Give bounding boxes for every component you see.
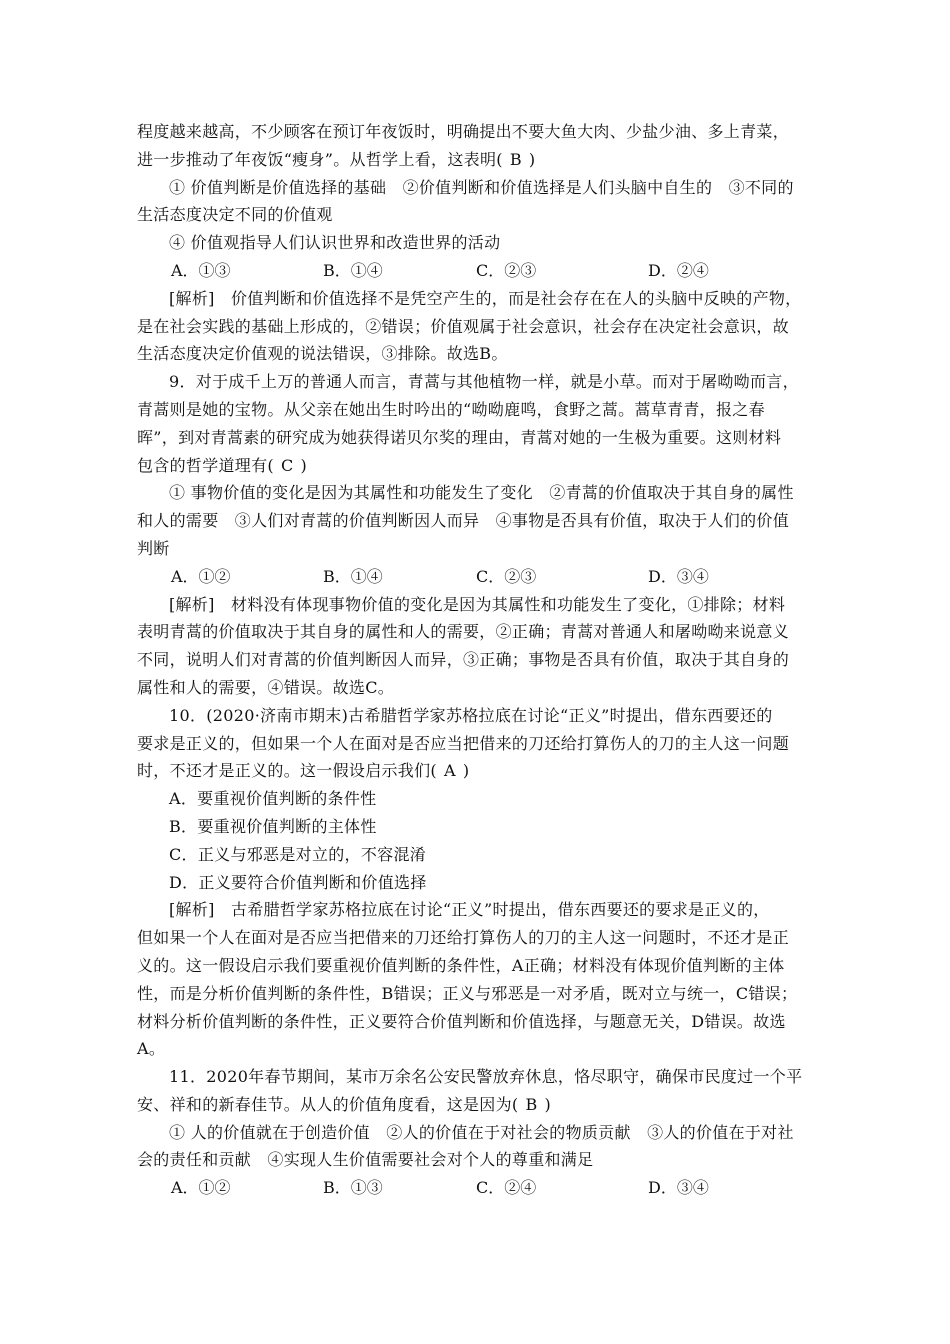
choice-d: D．正义要符合价值判断和价值选择: [169, 872, 427, 892]
statement-line: ④ 价值观指导人们认识世界和改造世界的活动: [169, 233, 501, 253]
analysis-line: [解析] 价值判断和价值选择不是凭空产生的，而是社会存在在人的头脑中反映的产物，: [169, 288, 802, 308]
option-d: D．③④: [648, 1178, 709, 1198]
question-11: [137, 1063, 823, 1202]
option-c: C．②③: [476, 566, 537, 586]
question-10: [137, 702, 823, 1063]
choice-a: A．要重视价值判断的条件性: [169, 789, 377, 809]
answer-options: [137, 563, 823, 591]
option-a: A．①②: [171, 1178, 231, 1198]
analysis-line: 材料分析价值判断的条件性，正义要符合价值判断和价值选择，与题意无关，D错误。故选: [137, 1011, 786, 1031]
answer-options: [137, 1174, 823, 1202]
statement-line: 生活态度决定不同的价值观: [137, 205, 333, 225]
analysis-line: 不同，说明人们对青蒿的价值判断因人而异，③正确；事物是否具有价值，取决于其自身的: [137, 650, 790, 670]
question-9: [137, 368, 823, 702]
analysis-line: 是在社会实践的基础上形成的，②错误；价值观属于社会意识，社会存在决定社会意识，故: [137, 316, 790, 336]
option-b: B．①③: [323, 1178, 383, 1198]
question-stem-line: 11．2020年春节期间，某市万余名公安民警放弃休息，恪尽职守，确保市民度过一个平: [169, 1067, 803, 1087]
question-stem-line: 进一步推动了年夜饭“瘦身”。从哲学上看，这表明( B ): [137, 146, 823, 174]
question-stem-line: 程度越来越高，不少顾客在预订年夜饭时，明确提出不要大鱼大肉、少盐少油、多上青菜，: [137, 122, 790, 141]
question-stem-line: 晖”，到对青蒿素的研究成为她获得诺贝尔奖的理由，青蒿对她的一生极为重要。这则材料: [137, 427, 782, 447]
statement-line: ① 人的价值就在于创造价值 ②人的价值在于对社会的物质贡献 ③人的价值在于对社: [169, 1122, 794, 1142]
analysis-line: 性，而是分析价值判断的条件性，B错误；正义与邪恶是一对矛盾，既对立与统一，C错误；: [137, 983, 798, 1003]
statement-line: 判断: [137, 538, 170, 558]
analysis-line: 但如果一个人在面对是否应当把借来的刀还给打算伤人的刀的主人这一问题时，不还才是正: [137, 928, 790, 948]
option-d: D．②④: [648, 260, 709, 280]
answer-letter: B: [509, 149, 522, 169]
answer-letter: A: [443, 761, 456, 781]
question-stem-line: 10．(2020·济南市期末)古希腊哲学家苏格拉底在讨论“正义”时提出，借东西要还的: [169, 705, 773, 725]
choice-c: C．正义与邪恶是对立的，不容混淆: [169, 844, 427, 864]
analysis-line: 生活态度决定价值观的说法错误，③排除。故选B。: [137, 344, 508, 364]
question-stem-line: 包含的哲学道理有( C ): [137, 452, 823, 480]
analysis-line: 义的。这一假设启示我们要重视价值判断的条件性，A正确；材料没有体现价值判断的主体: [137, 955, 785, 975]
question-stem-line: 9．对于成千上万的普通人而言，青蒿与其他植物一样，就是小草。而对于屠呦呦而言，: [169, 372, 799, 392]
option-c: C．②③: [476, 260, 537, 280]
analysis-line: A。: [137, 1039, 166, 1059]
analysis-line: [解析] 古希腊哲学家苏格拉底在讨论“正义”时提出，借东西要还的要求是正义的，: [169, 900, 770, 920]
answer-letter: B: [525, 1094, 538, 1114]
choice-b: B．要重视价值判断的主体性: [169, 816, 377, 836]
question-stem-line: 时，不还才是正义的。这一假设启示我们( A ): [137, 757, 823, 785]
document-body: [137, 118, 823, 1202]
option-b: B．①④: [323, 566, 383, 586]
question-stem-line: 青蒿则是她的宝物。从父亲在她出生时吟出的“呦呦鹿鸣，食野之蒿。蒿草青青，报之春: [137, 399, 765, 419]
question-stem-line: 安、祥和的新春佳节。从人的价值角度看，这是因为( B ): [137, 1091, 823, 1119]
option-a: A．①②: [171, 566, 231, 586]
option-b: B．①④: [323, 260, 383, 280]
option-c: C．②④: [476, 1178, 537, 1198]
analysis-line: 属性和人的需要，④错误。故选C。: [137, 677, 395, 697]
option-a: A．①③: [171, 260, 231, 280]
analysis-line: 表明青蒿的价值取决于其自身的属性和人的需要，②正确；青蒿对普通人和屠呦呦来说意义: [137, 622, 790, 642]
statement-line: 和人的需要 ③人们对青蒿的价值判断因人而异 ④事物是否具有价值，取决于人们的价值: [137, 511, 790, 531]
statement-line: 会的责任和贡献 ④实现人生价值需要社会对个人的尊重和满足: [137, 1150, 594, 1170]
answer-letter: C: [280, 455, 294, 475]
statement-line: ① 价值判断是价值选择的基础 ②价值判断和价值选择是人们头脑中自生的 ③不同的: [169, 177, 794, 197]
analysis-line: [解析] 材料没有体现事物价值的变化是因为其属性和功能发生了变化，①排除；材料: [169, 594, 786, 614]
question-8: [137, 118, 823, 368]
answer-options: [137, 257, 823, 285]
question-stem-line: 要求是正义的，但如果一个人在面对是否应当把借来的刀还给打算伤人的刀的主人这一问题: [137, 733, 790, 753]
option-d: D．③④: [648, 566, 709, 586]
statement-line: ① 事物价值的变化是因为其属性和功能发生了变化 ②青蒿的价值取决于其自身的属性: [169, 483, 794, 503]
